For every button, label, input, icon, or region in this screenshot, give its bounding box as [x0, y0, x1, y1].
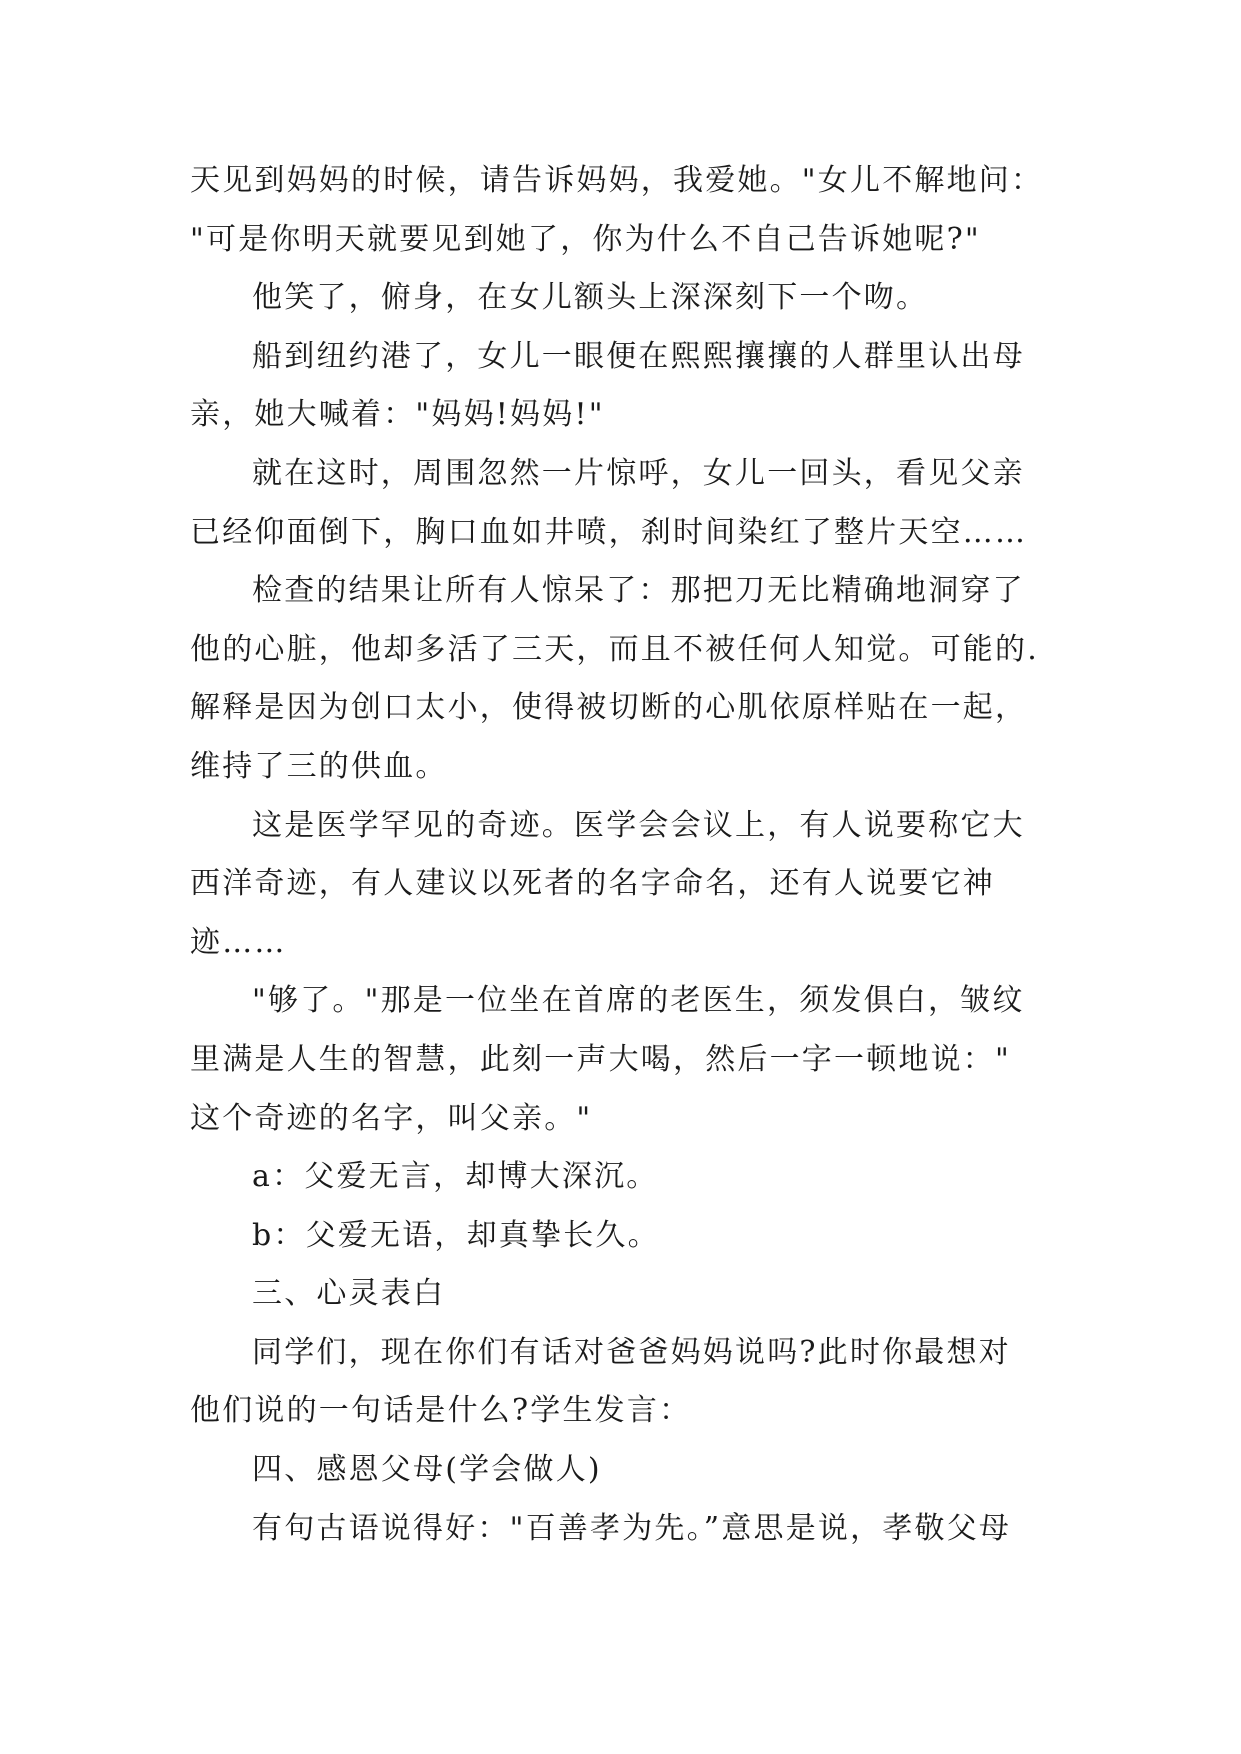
list-item-b: b：父爱无语，却真挚长久。 [252, 1217, 660, 1253]
text-line: 维持了三的供血。 [190, 748, 448, 784]
paragraph-line: 同学们，现在你们有话对爸爸妈妈说吗?此时你最想对 [252, 1334, 1011, 1370]
text-line: 他的心脏，他却多活了三天，而且不被任何人知觉。可能的. [190, 631, 1039, 667]
text-line: 西洋奇迹，有人建议以死者的名字命名，还有人说要它神 [190, 866, 995, 902]
text-line: 迹…… [190, 924, 287, 960]
section-heading: 三、心灵表白 [252, 1276, 446, 1312]
document-body [190, 164, 1070, 1570]
paragraph-line: 有句古语说得好："百善孝为先。”意思是说，孝敬父母 [252, 1510, 1012, 1546]
paragraph-line: "够了。"那是一位坐在首席的老医生，须发俱白，皱纹 [252, 983, 1025, 1019]
text-line: 已经仰面倒下，胸口血如井喷，刹时间染红了整片天空…… [190, 514, 1028, 550]
text-line: 解释是因为创口太小，使得被切断的心肌依原样贴在一起， [190, 690, 1028, 726]
paragraph-line: 就在这时，周围忽然一片惊呼，女儿一回头，看见父亲 [252, 455, 1025, 491]
text-line: 这个奇迹的名字，叫父亲。" [190, 1100, 593, 1136]
text-line: 亲，她大喊着："妈妈!妈妈!" [190, 397, 605, 433]
paragraph-line: 这是医学罕见的奇迹。医学会会议上，有人说要称它大 [252, 807, 1025, 843]
text-line: 里满是人生的智慧，此刻一声大喝，然后一字一顿地说：" [190, 1041, 1011, 1077]
section-heading: 四、感恩父母(学会做人) [252, 1452, 602, 1488]
text-line: "可是你明天就要见到她了，你为什么不自己告诉她呢?" [190, 221, 981, 257]
paragraph-line: 检查的结果让所有人惊呆了：那把刀无比精确地洞穿了 [252, 573, 1025, 609]
text-line: 他们说的一句话是什么?学生发言： [190, 1393, 692, 1429]
text-line: 天见到妈妈的时候，请告诉妈妈，我爱她。"女儿不解地问： [190, 163, 1044, 198]
paragraph-line: 他笑了，俯身，在女儿额头上深深刻下一个吻。 [252, 280, 929, 316]
list-item-a: a：父爱无言，却博大深沉。 [252, 1159, 659, 1195]
paragraph-line: 船到纽约港了，女儿一眼便在熙熙攘攘的人群里认出母 [252, 338, 1025, 374]
